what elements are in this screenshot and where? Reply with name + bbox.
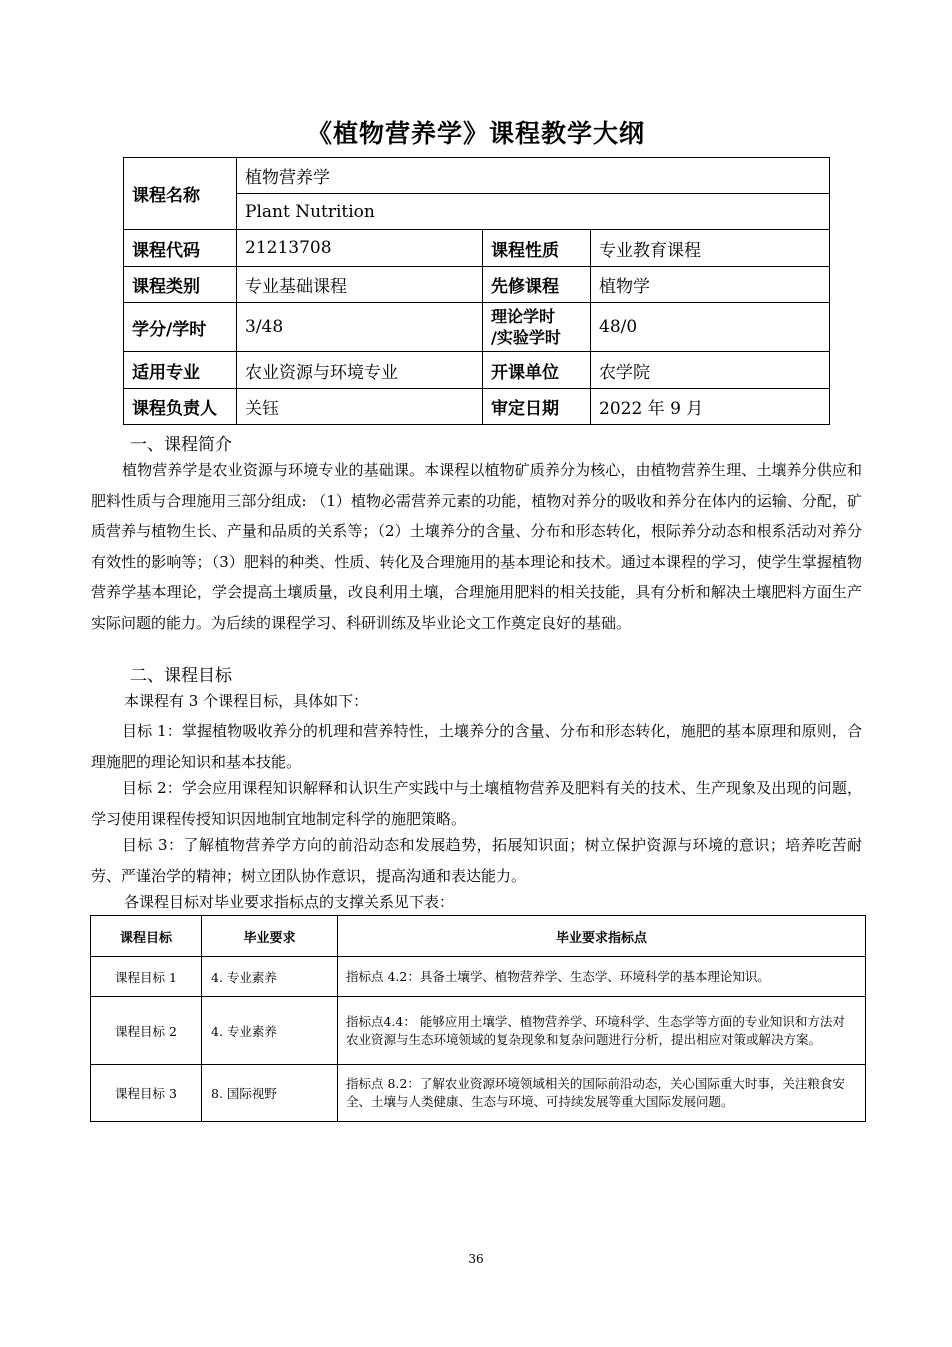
course-code: 21213708: [237, 230, 483, 267]
course-name-en: Plant Nutrition: [237, 194, 830, 230]
course-category: 专业基础课程: [237, 267, 483, 303]
leader-label: 课程负责人: [124, 389, 237, 425]
course-name-cn: 植物营养学: [237, 158, 830, 194]
row-grad-requirement: 8. 国际视野: [202, 1065, 338, 1122]
theory-hours-label-line2: /实验学时: [491, 328, 561, 347]
theory-hours-label: [483, 303, 591, 352]
requirements-table: [90, 915, 866, 1122]
major-label: 适用专业: [124, 352, 237, 389]
intro-paragraph: 植物营养学是农业资源与环境专业的基础课。本课程以植物矿质养分为核心，由植物营养生理、土壤养分供应和肥料性质与合理施用三部分组成: （1）植物必需营养元素的功能，植物对养分的吸收和养分在体内的运输、分配，矿质营养与植物生长、产量和品质的关系等；（2）土壤养分的含量、分布和形态转化，根际养分动态和根系活动对养分有效性的影响等；（3）肥料的种类、性质、转化及合理施用的基本理论和技术。通过本课程的学习，使学生掌握植物营养学基本理论，学会提高土壤质量，改良利用土壤，合理施用肥料的相关技能，具有分析和解决土壤肥料方面生产实际问题的能力。为后续的课程学习、科研训练及毕业论文工作奠定良好的基础。: [91, 461, 862, 632]
unit-label: 开课单位: [483, 352, 591, 389]
row-indicator: 指标点4.4： 能够应用土壤学、植物营养学、环境科学、生态学等方面的专业知识和方法对农业资源与生态环境领域的复杂现象和复杂问题进行分析，提出相应对策或解决方案。: [338, 997, 866, 1065]
course-code-label: 课程代码: [124, 230, 237, 267]
header-course-goal: 课程目标: [91, 916, 202, 957]
goal-3: 目标 3：了解植物营养学方向的前沿动态和发展趋势，拓展知识面；树立保护资源与环境的意识；培养吃苦耐劳、严谨治学的精神；树立团队协作意识，提高沟通和表达能力。: [91, 836, 862, 885]
course-name-label: 课程名称: [124, 158, 237, 230]
row-course-goal: 课程目标 1: [91, 957, 202, 997]
course-nature: 专业教育课程: [591, 230, 830, 267]
unit: 农学院: [591, 352, 830, 389]
row-grad-requirement: 4. 专业素养: [202, 957, 338, 997]
course-nature-label: 课程性质: [483, 230, 591, 267]
course-category-label: 课程类别: [124, 267, 237, 303]
table-intro: 各课程目标对毕业要求指标点的支撑关系见下表：: [124, 893, 455, 911]
goals-intro: 本课程有 3 个课程目标，具体如下：: [124, 692, 369, 710]
header-indicator: 毕业要求指标点: [338, 916, 866, 957]
row-indicator: 指标点 8.2：了解农业资源环境领域相关的国际前沿动态，关心国际重大时事，关注粮食安全、土壤与人类健康、生态与环境、可持续发展等重大国际发展问题。: [338, 1065, 866, 1122]
section-heading-goals: 二、课程目标: [130, 666, 232, 686]
table-row: [91, 957, 866, 997]
date-label: 审定日期: [483, 389, 591, 425]
theory-hours: 48/0: [591, 303, 830, 352]
page-number: 36: [468, 1252, 484, 1266]
credits-label: 学分/学时: [124, 303, 237, 352]
goal-1: 目标 1：掌握植物吸收养分的机理和营养特性，土壤养分的含量、分布和形态转化，施肥的基本原理和原则，合理施肥的理论知识和基本技能。: [91, 722, 862, 771]
prerequisite-label: 先修课程: [483, 267, 591, 303]
page-title: 《植物营养学》课程教学大纲: [306, 119, 645, 148]
course-info-table: [123, 157, 830, 425]
row-grad-requirement: 4. 专业素养: [202, 997, 338, 1065]
table-row: [91, 1065, 866, 1122]
row-course-goal: 课程目标 2: [91, 997, 202, 1065]
prerequisite: 植物学: [591, 267, 830, 303]
theory-hours-label-line1: 理论学时: [491, 307, 556, 326]
leader: 关钰: [237, 389, 483, 425]
credits: 3/48: [237, 303, 483, 352]
major: 农业资源与环境专业: [237, 352, 483, 389]
goal-2: 目标 2：学会应用课程知识解释和认识生产实践中与土壤植物营养及肥料有关的技术、生产现象及出现的问题，学习使用课程传授知识因地制宜地制定科学的施肥策略。: [91, 779, 862, 828]
table-row: [91, 997, 866, 1065]
section-heading-intro: 一、课程简介: [130, 435, 232, 455]
row-indicator: 指标点 4.2：具备土壤学、植物营养学、生态学、环境科学的基本理论知识。: [338, 957, 866, 997]
date: 2022 年 9 月: [591, 389, 830, 425]
row-course-goal: 课程目标 3: [91, 1065, 202, 1122]
header-grad-requirement: 毕业要求: [202, 916, 338, 957]
